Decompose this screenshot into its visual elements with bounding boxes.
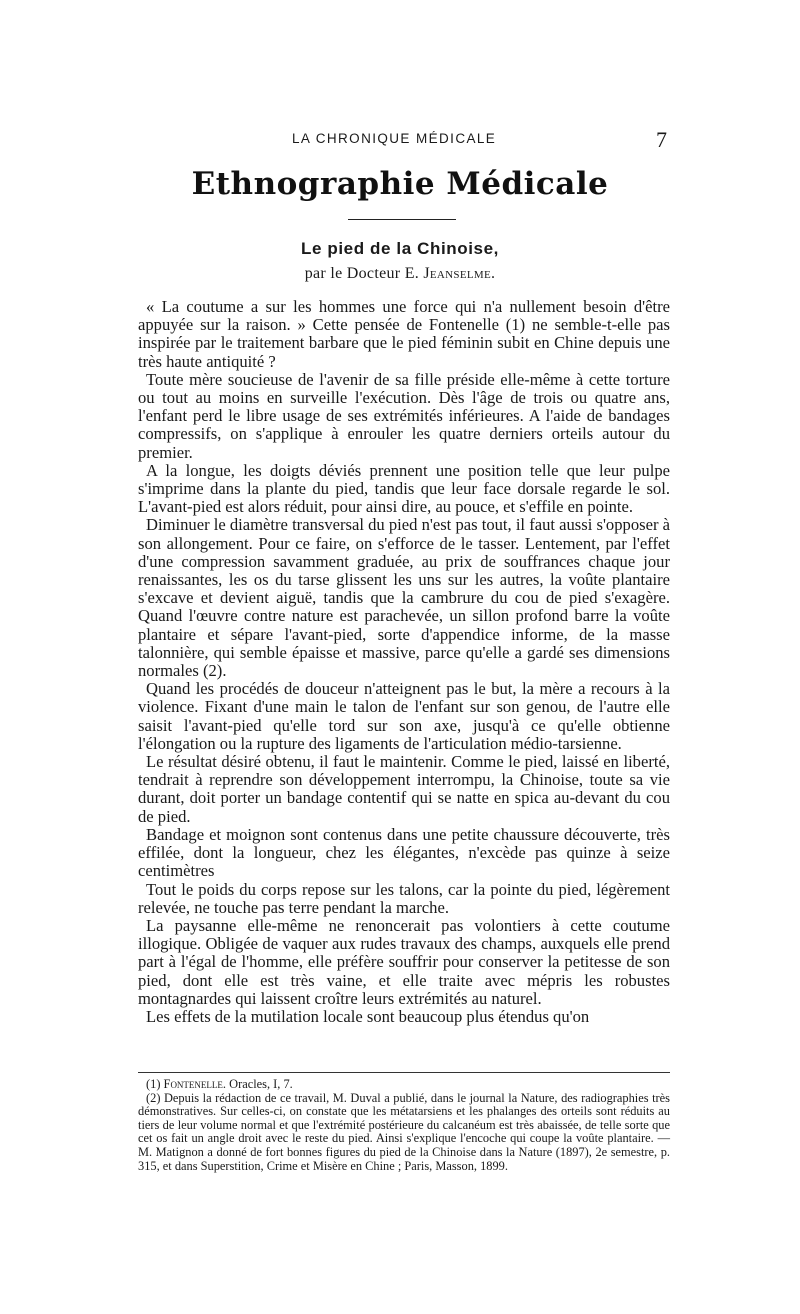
footnote-text: Depuis la rédaction de ce travail, M. Duval a publié, dans le journal la Nature, des radiographies très démonstratives. Sur celles-ci, on constate que les métatarsiens et les phalanges des orteils sont réduits au tiers de leur volume normal et que l'extrémité postérieure du calcanéum est très abaissée, de telle sorte que cet os fait un angle droit avec le reste du pied. Ainsi s'explique l'encoche qui coupe la voûte plantaire. — M. Matignon a donné de fort bonnes figures du pied de la Chinoise dans la Nature (1897), 2e semestre, p. 315, et dans Superstition, Crime et Misère en Chine ; Paris, Masson, 1899. — [138, 1090, 670, 1173]
footnotes — [138, 1078, 670, 1173]
page-number: 7 — [656, 127, 667, 152]
byline-author: Jeanselme. — [423, 265, 496, 282]
footnote-marker: (2) — [146, 1090, 164, 1105]
section-title: Ethnographie Médicale — [191, 166, 609, 202]
byline — [0, 265, 800, 283]
paragraph: Le résultat désiré obtenu, il faut le maintenir. Comme le pied, laissé en liberté, tendrait à reprendre son développement interrompu, la Chinoise, toute sa vie durant, doit porter un bandage contentif qui se natte en spica au-devant du cou de pied. — [138, 752, 670, 826]
article-body — [138, 298, 670, 1026]
paragraph: Tout le poids du corps repose sur les talons, car la pointe du pied, légèrement relevée, ne touche pas terre pendant la marche. — [138, 879, 670, 917]
paragraph: Les effets de la mutilation locale sont beaucoup plus étendus qu'on — [146, 1006, 590, 1026]
paragraph: Toute mère soucieuse de l'avenir de sa fille préside elle-même à cette torture ou tout au moins en surveille l'exécution. Dès l'âge de trois ou quatre ans, l'enfant perd le libre usage de ses extrémités inférieures. A l'aide de bandages compressifs, on s'applique à enrouler les quatre derniers orteils autour du premier. — [138, 369, 670, 462]
paragraph: « La coutume a sur les hommes une force qui n'a nullement besoin d'être appuyée sur la raison. » Cette pensée de Fontenelle (1) ne semble-t-elle pas inspirée par le traitement barbare que le pied féminin subit en Chine depuis une très haute antiquité ? — [138, 297, 670, 371]
paragraph: Quand les procédés de douceur n'atteignent pas le but, la mère a recours à la violence. Fixant d'une main le talon de l'enfant sur son genou, de l'autre elle saisit l'avant-pied qu'elle tord sur son axe, jusqu'à ce qu'elle obtienne l'élongation ou la rupture des ligaments de l'articulation médio-tarsienne. — [138, 679, 670, 753]
paragraph: Bandage et moignon sont contenus dans une petite chaussure découverte, très effilée, dont la longueur, chez les élégantes, n'excède pas quinze à seize centimètres — [138, 824, 670, 881]
footnote — [138, 1078, 670, 1092]
paragraph: A la longue, les doigts déviés prennent une position telle que leur pulpe s'imprime dans la plante du pied, tandis que leur face dorsale regarde le sol. L'avant-pied est alors réduit, pour ainsi dire, au pouce, et s'effile en pointe. — [138, 460, 670, 517]
footnote-divider — [138, 1072, 670, 1073]
running-head — [0, 127, 800, 152]
title-divider — [348, 219, 456, 220]
paragraph: La paysanne elle-même ne renoncerait pas volontiers à cette coutume illogique. Obligée de vaquer aux rudes travaux des champs, auxquels elle prend part à l'égal de l'homme, elle préfère souffrir pour conserver la petitesse de son pied, dont elle est très vaine, et elle traite avec mépris les robustes montagnardes qui laissent croître leurs extrémités au naturel. — [138, 915, 670, 1008]
paragraph: Diminuer le diamètre transversal du pied n'est pas tout, il faut aussi s'opposer à son allongement. Pour ce faire, on s'efforce de le tasser. Lentement, par l'effet d'une compression savamment graduée, au prix de souffrances chaque jour renaissantes, les os du tarse glissent les uns sur les autres, la voûte plantaire s'excave et devient aiguë, tandis que la cambrure du cou de pied s'exagère. Quand l'œuvre contre nature est parachevée, un sillon profond barre la voûte plantaire et sépare l'avant-pied, sorte d'appendice informe, de la masse talonnière, qui semble épaisse et massive, parce qu'elle a gardé ses dimensions normales (2). — [138, 515, 670, 681]
byline-prefix: par le Docteur E. — [304, 265, 424, 282]
footnote-author: Fontenelle — [163, 1077, 223, 1091]
footnote-marker: (1) — [146, 1077, 164, 1091]
footnote — [138, 1092, 670, 1174]
article-title: Le pied de la Chinoise, — [300, 239, 499, 258]
running-title: LA CHRONIQUE MÉDICALE — [292, 131, 497, 146]
footnote-text: . Oracles, I, 7. — [222, 1077, 293, 1091]
